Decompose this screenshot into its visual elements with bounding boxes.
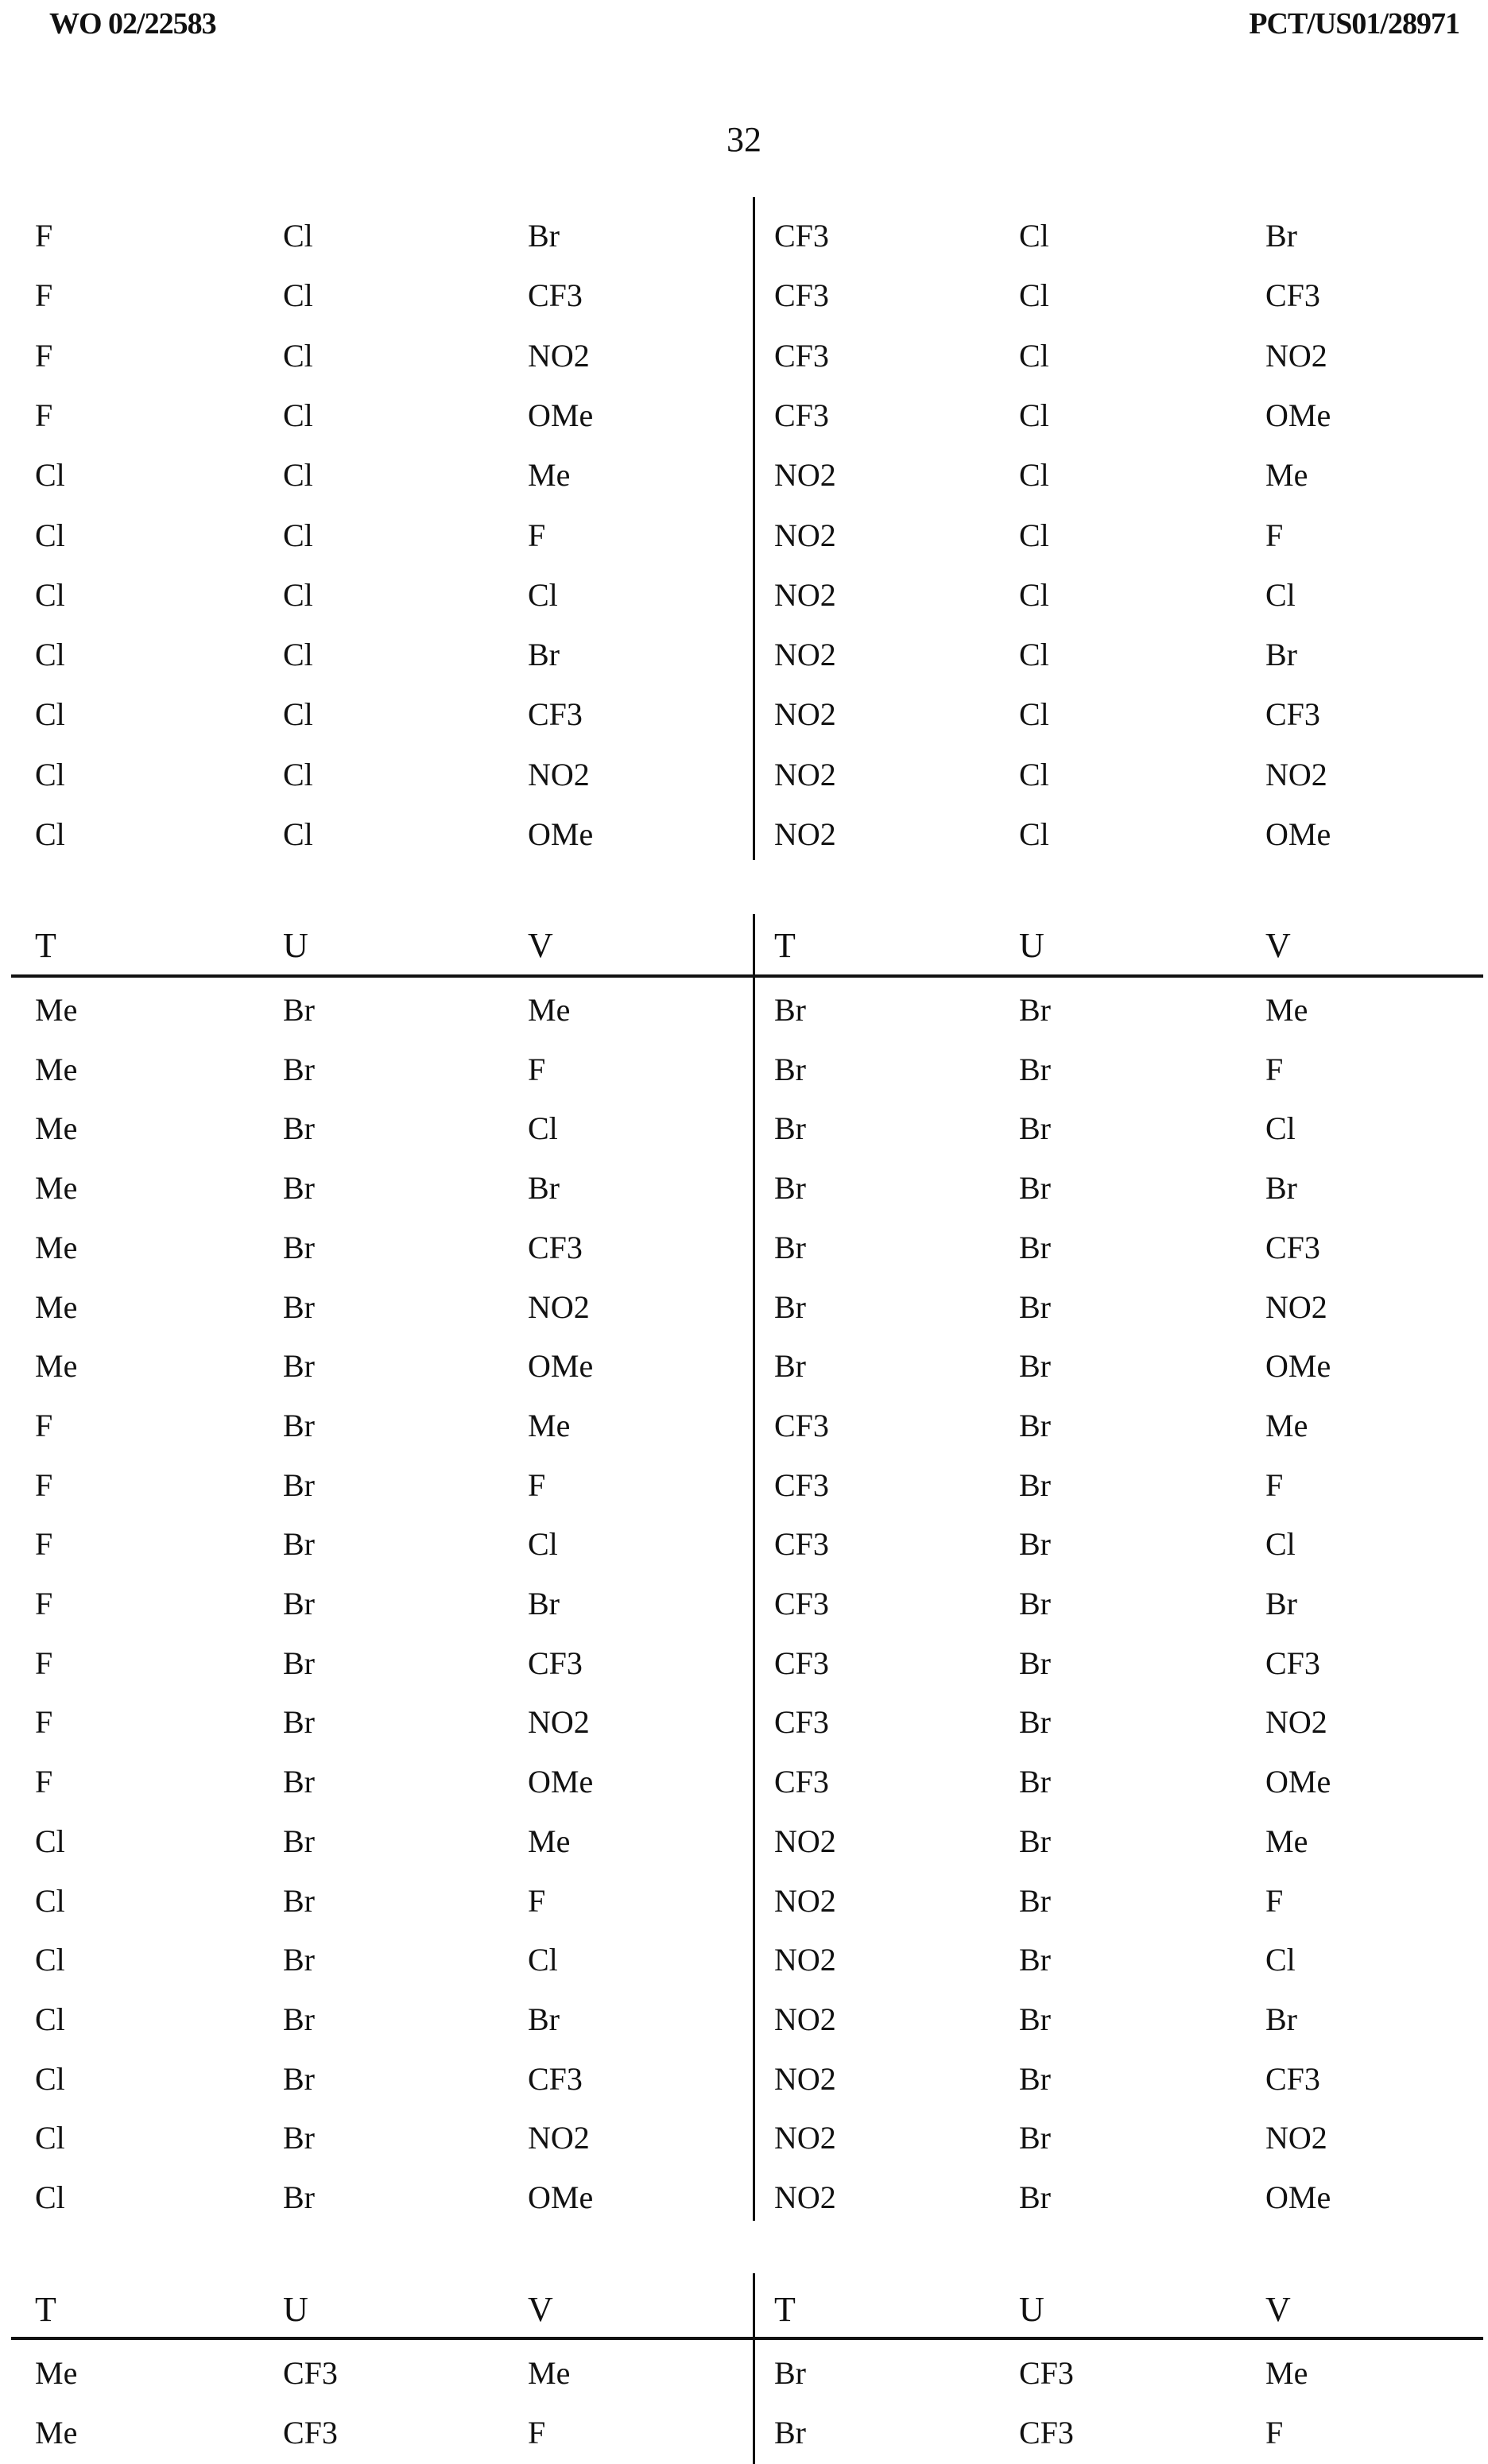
table-cell: Br xyxy=(283,1051,315,1089)
table-cell: F xyxy=(35,337,52,375)
table-cell: NO2 xyxy=(774,1941,836,1979)
table-cell: Cl xyxy=(1019,337,1049,375)
table-cell: Cl xyxy=(283,756,313,794)
table-cell: CF3 xyxy=(774,1703,829,1741)
table-cell: CF3 xyxy=(1265,2060,1320,2098)
table-cell: Cl xyxy=(283,217,313,255)
table-cell: Me xyxy=(35,2414,77,2452)
table-cell: CF3 xyxy=(528,1229,583,1267)
table-cell: F xyxy=(528,1051,545,1089)
table-cell: CF3 xyxy=(528,277,583,315)
table-cell: Me xyxy=(35,991,77,1029)
table-cell: Cl xyxy=(528,1110,558,1148)
table-cell: Br xyxy=(283,1229,315,1267)
table-cell: CF3 xyxy=(774,1407,829,1445)
table-cell: Br xyxy=(1019,2119,1051,2157)
table-cell: Br xyxy=(283,1407,315,1445)
header-rule xyxy=(11,2337,1483,2340)
table-cell: Cl xyxy=(1265,1525,1296,1563)
table-cell: Cl xyxy=(35,456,65,494)
table-cell: CF3 xyxy=(774,337,829,375)
table-cell: Cl xyxy=(1265,576,1296,614)
table-cell: Me xyxy=(35,1347,77,1385)
table-cell: Br xyxy=(283,2119,315,2157)
table-cell: Br xyxy=(1019,1288,1051,1327)
table-cell: CF3 xyxy=(774,217,829,255)
table-cell: Br xyxy=(1019,1882,1051,1920)
table-cell: OMe xyxy=(528,1347,593,1385)
table-cell: Br xyxy=(1019,1110,1051,1148)
table-cell: F xyxy=(35,1525,52,1563)
table-cell: Me xyxy=(1265,991,1308,1029)
table-cell: Cl xyxy=(35,2119,65,2157)
table-cell: Br xyxy=(774,2414,806,2452)
table-cell: NO2 xyxy=(528,2119,590,2157)
table-cell: Cl xyxy=(1019,636,1049,674)
table-cell: Br xyxy=(283,1645,315,1683)
table-cell: F xyxy=(35,1407,52,1445)
table-cell: NO2 xyxy=(774,2060,836,2098)
table-cell: Br xyxy=(283,2001,315,2039)
table-cell: Br xyxy=(774,1051,806,1089)
table-cell: Br xyxy=(283,1703,315,1741)
table-cell: Br xyxy=(774,2354,806,2392)
table-cell: Cl xyxy=(1019,397,1049,435)
table-cell: Br xyxy=(283,991,315,1029)
table-cell: CF3 xyxy=(774,277,829,315)
table-cell: NO2 xyxy=(774,2179,836,2217)
table-cell: OMe xyxy=(1265,1763,1331,1801)
table-cell: Cl xyxy=(1019,277,1049,315)
table-cell: Cl xyxy=(1265,1941,1296,1979)
table-cell: CF3 xyxy=(528,695,583,734)
table-cell: Me xyxy=(35,2354,77,2392)
table-cell: OMe xyxy=(528,397,593,435)
table-cell: F xyxy=(528,1882,545,1920)
table-cell: Br xyxy=(1019,2060,1051,2098)
table-cell: CF3 xyxy=(774,1645,829,1683)
table-cell: Me xyxy=(35,1169,77,1207)
table-cell: Br xyxy=(1019,1347,1051,1385)
table-cell: Cl xyxy=(283,636,313,674)
table-cell: Me xyxy=(1265,1407,1308,1445)
table-cell: F xyxy=(35,217,52,255)
table-cell: F xyxy=(35,1585,52,1623)
table-cell: Br xyxy=(283,1288,315,1327)
table-cell: OMe xyxy=(528,1763,593,1801)
table-cell: Cl xyxy=(283,695,313,734)
table-cell: OMe xyxy=(528,2179,593,2217)
table-cell: NO2 xyxy=(774,517,836,555)
table-cell: OMe xyxy=(1265,1347,1331,1385)
table-cell: Me xyxy=(1265,456,1308,494)
table-cell: Cl xyxy=(528,1525,558,1563)
table-cell: Br xyxy=(528,636,560,674)
table-cell: Br xyxy=(1019,1466,1051,1505)
table-cell: Cl xyxy=(283,517,313,555)
column-header-v: V xyxy=(1265,927,1291,965)
table-cell: Cl xyxy=(1019,576,1049,614)
table-cell: Br xyxy=(1019,1645,1051,1683)
table-cell: Me xyxy=(35,1288,77,1327)
table-cell: Br xyxy=(774,1110,806,1148)
table-cell: Cl xyxy=(283,277,313,315)
table-cell: Cl xyxy=(35,816,65,854)
table-cell: NO2 xyxy=(1265,1288,1327,1327)
header-rule xyxy=(11,974,1483,978)
table-cell: F xyxy=(528,2414,545,2452)
column-header-t: T xyxy=(774,927,796,965)
table-cell: Cl xyxy=(528,576,558,614)
table-cell: Br xyxy=(1265,217,1297,255)
table-cell: NO2 xyxy=(774,1882,836,1920)
table-cell: NO2 xyxy=(774,636,836,674)
table-cell: Cl xyxy=(283,456,313,494)
table-cell: Cl xyxy=(1019,695,1049,734)
table-cell: Cl xyxy=(35,756,65,794)
table-cell: Br xyxy=(1019,1229,1051,1267)
table-cell: Br xyxy=(1019,2001,1051,2039)
table-cell: CF3 xyxy=(774,1763,829,1801)
table-cell: F xyxy=(35,1645,52,1683)
table-cell: Br xyxy=(528,1585,560,1623)
table-cell: Me xyxy=(35,1051,77,1089)
table-cell: Br xyxy=(1265,2001,1297,2039)
table-cell: Cl xyxy=(283,816,313,854)
column-header-u: U xyxy=(1019,2291,1044,2329)
table-cell: OMe xyxy=(1265,816,1331,854)
table-cell: CF3 xyxy=(1265,695,1320,734)
column-header-v: V xyxy=(528,2291,553,2329)
table-cell: Cl xyxy=(283,397,313,435)
application-number: PCT/US01/28971 xyxy=(1249,6,1459,41)
column-header-t: T xyxy=(35,927,56,965)
column-header-v: V xyxy=(528,927,553,965)
table-cell: CF3 xyxy=(283,2414,338,2452)
table-cell: CF3 xyxy=(1019,2354,1074,2392)
table-cell: F xyxy=(528,1466,545,1505)
table-cell: Br xyxy=(774,1169,806,1207)
column-divider xyxy=(753,2273,755,2464)
table-cell: F xyxy=(35,397,52,435)
table-cell: Br xyxy=(1019,1051,1051,1089)
table-cell: Cl xyxy=(283,337,313,375)
table-cell: F xyxy=(35,277,52,315)
table-cell: Br xyxy=(1019,991,1051,1029)
table-cell: Br xyxy=(528,217,560,255)
table-cell: F xyxy=(1265,1882,1283,1920)
table-cell: F xyxy=(35,1466,52,1505)
table-cell: CF3 xyxy=(528,1645,583,1683)
table-cell: Cl xyxy=(35,517,65,555)
table-cell: Br xyxy=(1019,1525,1051,1563)
table-cell: CF3 xyxy=(774,1585,829,1623)
table-cell: Cl xyxy=(35,576,65,614)
table-cell: Br xyxy=(283,1882,315,1920)
table-cell: F xyxy=(35,1703,52,1741)
table-cell: Br xyxy=(1019,1169,1051,1207)
table-cell: Cl xyxy=(1019,456,1049,494)
table-cell: Br xyxy=(1019,1823,1051,1861)
table-cell: NO2 xyxy=(1265,2119,1327,2157)
table-cell: NO2 xyxy=(528,1288,590,1327)
table-cell: Cl xyxy=(35,2001,65,2039)
table-cell: NO2 xyxy=(774,816,836,854)
table-cell: Me xyxy=(35,1229,77,1267)
table-cell: Br xyxy=(774,1229,806,1267)
page-number: 32 xyxy=(0,119,1488,160)
table-cell: CF3 xyxy=(1265,1229,1320,1267)
column-header-u: U xyxy=(283,2291,308,2329)
table-cell: Br xyxy=(283,1169,315,1207)
table-cell: OMe xyxy=(528,816,593,854)
table-cell: Cl xyxy=(35,1823,65,1861)
table-cell: Br xyxy=(528,1169,560,1207)
table-cell: NO2 xyxy=(774,695,836,734)
table-cell: CF3 xyxy=(1265,1645,1320,1683)
table-cell: Br xyxy=(1265,1585,1297,1623)
table-cell: Me xyxy=(1265,2354,1308,2392)
table-cell: OMe xyxy=(1265,397,1331,435)
document-number: WO 02/22583 xyxy=(49,6,216,41)
table-cell: CF3 xyxy=(1019,2414,1074,2452)
table-cell: Br xyxy=(283,1347,315,1385)
table-cell: Br xyxy=(283,1823,315,1861)
table-cell: Me xyxy=(1265,1823,1308,1861)
table-cell: CF3 xyxy=(774,1466,829,1505)
table-cell: Cl xyxy=(1019,517,1049,555)
table-cell: Br xyxy=(1019,1941,1051,1979)
table-cell: NO2 xyxy=(774,2001,836,2039)
table-cell: Me xyxy=(528,456,570,494)
table-cell: Br xyxy=(774,1347,806,1385)
table-cell: Br xyxy=(528,2001,560,2039)
table-cell: Br xyxy=(283,1585,315,1623)
table-cell: NO2 xyxy=(528,337,590,375)
table-cell: Me xyxy=(528,1823,570,1861)
table-cell: Cl xyxy=(35,636,65,674)
table-cell: CF3 xyxy=(774,397,829,435)
table-cell: Me xyxy=(35,1110,77,1148)
column-header-t: T xyxy=(35,2291,56,2329)
table-cell: Cl xyxy=(35,1941,65,1979)
table-cell: Cl xyxy=(1265,1110,1296,1148)
column-divider xyxy=(753,914,755,2221)
table-cell: Br xyxy=(1019,1703,1051,1741)
table-cell: CF3 xyxy=(283,2354,338,2392)
table-cell: Br xyxy=(283,1466,315,1505)
table-cell: NO2 xyxy=(774,456,836,494)
table-cell: Cl xyxy=(1019,756,1049,794)
table-cell: CF3 xyxy=(528,2060,583,2098)
table-cell: Cl xyxy=(35,2179,65,2217)
column-header-t: T xyxy=(774,2291,796,2329)
table-cell: Br xyxy=(283,1941,315,1979)
table-cell: F xyxy=(1265,517,1283,555)
table-cell: Br xyxy=(774,991,806,1029)
table-cell: CF3 xyxy=(774,1525,829,1563)
table-cell: NO2 xyxy=(528,756,590,794)
table-cell: NO2 xyxy=(1265,337,1327,375)
column-header-u: U xyxy=(1019,927,1044,965)
table-cell: Br xyxy=(1019,2179,1051,2217)
table-cell: Br xyxy=(1265,1169,1297,1207)
table-cell: NO2 xyxy=(528,1703,590,1741)
table-cell: NO2 xyxy=(1265,756,1327,794)
table-cell: F xyxy=(528,517,545,555)
column-divider xyxy=(753,197,755,860)
table-cell: Me xyxy=(528,1407,570,1445)
table-cell: F xyxy=(1265,2414,1283,2452)
table-cell: NO2 xyxy=(774,1823,836,1861)
column-header-v: V xyxy=(1265,2291,1291,2329)
table-cell: Br xyxy=(1019,1763,1051,1801)
table-cell: F xyxy=(1265,1466,1283,1505)
table-cell: F xyxy=(1265,1051,1283,1089)
table-cell: F xyxy=(35,1763,52,1801)
column-header-u: U xyxy=(283,927,308,965)
table-cell: Me xyxy=(528,2354,570,2392)
table-cell: Br xyxy=(1019,1407,1051,1445)
table-cell: NO2 xyxy=(1265,1703,1327,1741)
table-cell: Cl xyxy=(35,695,65,734)
table-cell: Cl xyxy=(1019,217,1049,255)
table-cell: Br xyxy=(283,1110,315,1148)
table-cell: Cl xyxy=(35,2060,65,2098)
table-cell: Cl xyxy=(283,576,313,614)
table-cell: Br xyxy=(1019,1585,1051,1623)
table-cell: Cl xyxy=(35,1882,65,1920)
table-cell: Cl xyxy=(528,1941,558,1979)
table-cell: Br xyxy=(774,1288,806,1327)
table-cell: Me xyxy=(528,991,570,1029)
table-cell: NO2 xyxy=(774,2119,836,2157)
table-cell: Br xyxy=(283,2060,315,2098)
table-cell: Br xyxy=(283,2179,315,2217)
table-cell: NO2 xyxy=(774,756,836,794)
table-cell: Cl xyxy=(1019,816,1049,854)
table-cell: Br xyxy=(283,1525,315,1563)
table-cell: CF3 xyxy=(1265,277,1320,315)
table-cell: OMe xyxy=(1265,2179,1331,2217)
table-cell: Br xyxy=(283,1763,315,1801)
table-cell: Br xyxy=(1265,636,1297,674)
table-cell: NO2 xyxy=(774,576,836,614)
